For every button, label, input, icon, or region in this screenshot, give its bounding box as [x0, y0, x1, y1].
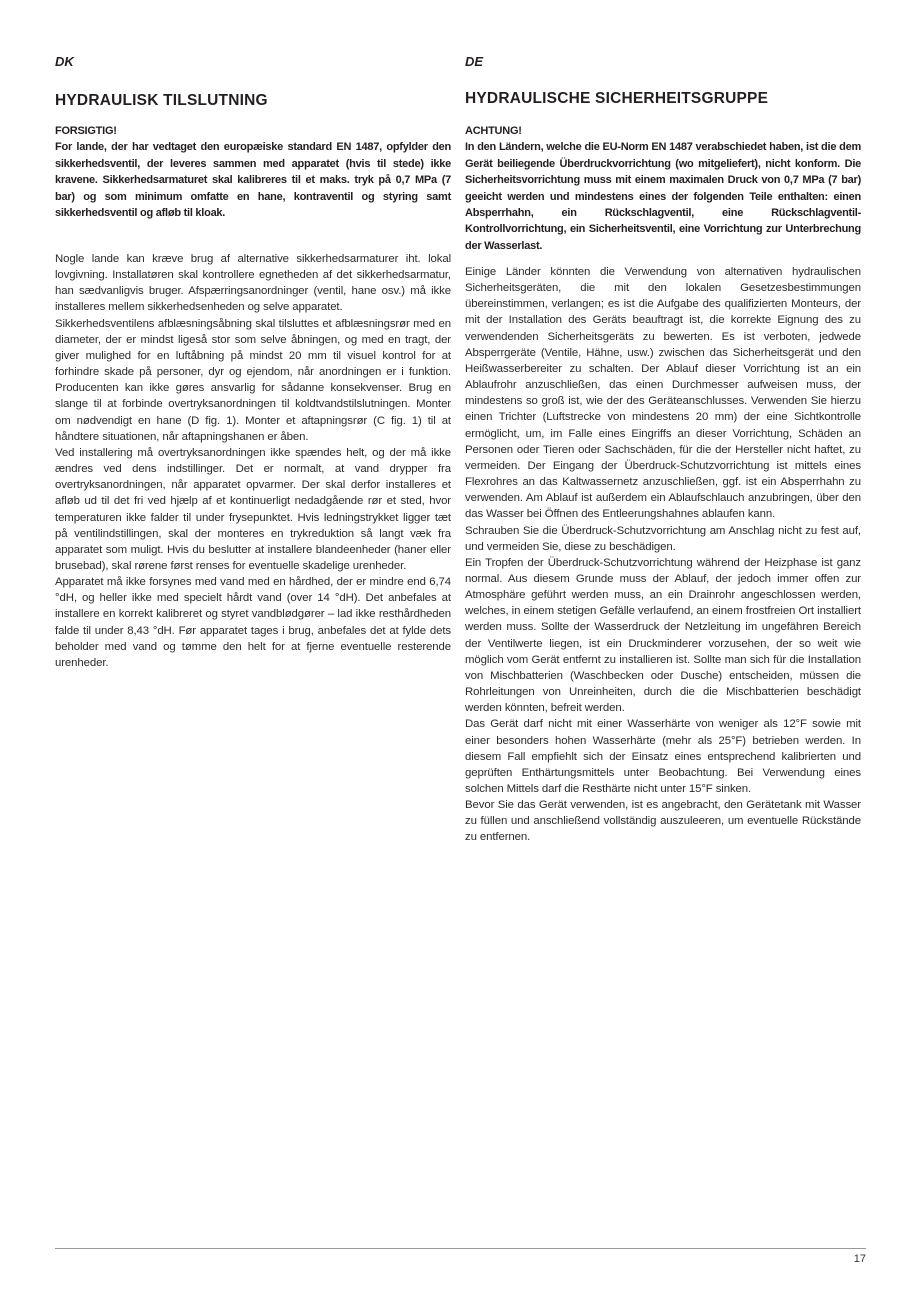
language-label: DE: [465, 54, 484, 69]
section-title: HYDRAULISK TILSLUTNING: [55, 92, 268, 109]
paragraph: Ein Tropfen der Überdruck-Schutzvorrichtung während der Heizphase ist ganz normal. Aus diesem Grunde muss der Ablauf, der jedoch immer offen zur Atmosphäre geführt werden muss, an ein Drainrohr angeschlossen werden, welches, in einem stetigen Gefälle verlaufend, an einem frostfreien Ort installiert werden muss. Sollte der Wasserdruck der Netzleitung im ungefähren Bereich der Ventilwerte liegen, ist ein Druckminderer vorzusehen, der so weit wie möglich vom Gerät entfernt zu installieren ist. Sollte man sich für die Installation von Mischbatterien (Waschbecken oder Dusche) entscheiden, müssen die Rohrleitungen von Unreinheiten, durch die die Mischbatterien beschädigt werden könnten, befreit werden.: [465, 556, 861, 715]
paragraph: Schrauben Sie die Überdruck-Schutzvorrichtung am Anschlag nicht zu fest auf, und vermeiden Sie, diese zu beschädigen.: [465, 524, 861, 553]
warning-text: For lande, der har vedtaget den europæiske standard EN 1487, opfylder den sikkerhedsventil, der leveres sammen med apparatet (hvis til stede) ikke kravene. Sikkerhedsarmaturet skal kalibreres til et maks. tryk på 0,7 MPa (7 bar) og som minimum omfatte en hane, kontraventil og styring samt sikkerhedsventil og afløb til kloak.: [55, 141, 451, 220]
paragraph: Bevor Sie das Gerät verwenden, ist es angebracht, den Gerätetank mit Wasser zu füllen und anschließend vollständig auszuleeren, um eventuelle Rückstände zu entfernen.: [465, 799, 861, 844]
warning-block: [55, 123, 451, 221]
warning-label: FORSIGTIG!: [55, 125, 117, 137]
page-number: 17: [853, 1253, 866, 1265]
section-title: HYDRAULISCHE SICHERHEITSGRUPPE: [465, 90, 769, 107]
warning-label: ACHTUNG!: [465, 125, 522, 137]
warning-block: [465, 123, 861, 254]
paragraph: Sikkerhedsventilens afblæsningsåbning skal tilsluttes et afblæsningsrør med en diameter, der er mindst ligeså stor som selve åbningen, og med en tragt, der giver mulighed for en luftåbning på mindst 20 mm til visuel kontrol for at forhindre skade på personer, dyr og ejendom, når anordningen er i funktion. Producenten kan ikke gøres ansvarlig for sådanne konsekvenser. Brug en slange til at forbinde overtryksanordningen til koldtvandstilslutningen. Monter om nødvendigt en hane (D fig. 1). Monter et aftapningsrør (C fig. 1) til at håndtere situationen, når aftapningshanen er åben.: [55, 317, 451, 443]
warning-text: In den Ländern, welche die EU-Norm EN 1487 verabschiedet haben, ist die dem Gerät beiliegende Überdruckvorrichtung (wo mitgeliefert), nicht konform. Die Sicherheitsvorrichtung muss mit einem maximalen Druck von 0,7 MPa (7 bar) geeicht werden und mindestens eines der folgenden Teile enthalten: einen Absperrhahn, ein Rückschlagventil, eine Rückschlagventil-Kontrollvorrichtung, ein Sicherheitsventil, eine Vorrichtung zur Unterbrechung der Wasserlast.: [465, 141, 861, 252]
language-label: DK: [55, 54, 74, 69]
paragraph: Das Gerät darf nicht mit einer Wasserhärte von weniger als 12°F sowie mit einer besonders hohen Wasserhärte (mehr als 25°F) betrieben werden. In diesem Fall empfiehlt sich der Einsatz eines entsprechend kalibrierten und geprüften Enthärtungsmittels unter Beobachtung. Bei Verwendung eines solchen Mittels darf die Resthärte nicht unter 15°F sinken.: [465, 718, 861, 795]
body-text: [465, 264, 861, 846]
footer-divider: [55, 1248, 866, 1249]
body-text: [55, 251, 451, 671]
paragraph: Einige Länder könnten die Verwendung von alternativen hydraulischen Sicherheitsgeräten, die mit den lokalen Gesetzesbestimmungen übereinstimmen, verlangen; es ist die Aufgabe des qualifizierten Monteurs, der mit der Installation des Geräts beauftragt ist, die korrekte Eignung des zu verwendenden Sicherheitsgeräts zu bewerten. Es ist verboten, jedwede Absperrgeräte (Ventile, Hähne, usw.) zwischen das Sicherheitsgerät und den Heißwasserbereiter zu schalten. Der Ablauf dieser Vorrichtung ist an ein Ablaufrohr anzuschließen, das einen Durchmesser aufweisen muss, der mindestens so groß ist, wie der des Geräteanschlusses. Verwenden Sie hierzu einen Trichter (Luftstrecke von mindestens 20 mm) der eine Sichtkontrolle ermöglicht, um, im Falle eines Eingriffs an dieser Vorrichtung, Schäden an Personen oder Tieren oder Sachschäden, für die der Hersteller nicht haftet, zu vermeiden. Der Eingang der Überdruck-Schutzvorrichtung ist mittels eines Flexrohres an das Kaltwassernetz anzuschließen, ggf. ist ein Absperrhahn zu verwenden. Am Ablauf ist außerdem ein Ablaufschlauch anzubringen, über den das Wasser bei Öffnen des Entleerungshahnes ablaufen kann.: [465, 266, 861, 521]
paragraph: Apparatet må ikke forsynes med vand med en hårdhed, der er mindre end 6,74 °dH, og heller ikke med specielt hårdt vand (over 14 °dH). Det anbefales at installere en korrekt kalibreret og styret vandblødgører – lad ikke resthårdheden falde til under 8,43 °dH. Før apparatet tages i brug, anbefales det at fylde dets beholder med vand og tømme den helt for at fjerne eventuelle resterende urenheder.: [55, 576, 451, 669]
paragraph: Ved installering må overtryksanordningen ikke spændes helt, og der må ikke ændres ved dens indstillinger. Det er normalt, at vand drypper fra overtryksanordningen, når apparatet opvarmer. Der skal derfor installeres et afløb ud til det fri ved hjælp af et kontinuerligt nedadgående rør et sted, hvor temperaturen ikke falder til under frysepunktet. Hvis ledningstrykket ligger tæt på ventilindstillingen, skal der monteres en trykreduktion så langt væk fra apparatet som muligt. Hvis du beslutter at installere blandeenheder (haner eller brusebad), skal rørene først renses for eventuelle skadelige urenheder.: [55, 446, 451, 572]
paragraph: Nogle lande kan kræve brug af alternative sikkerhedsarmaturer iht. lokal lovgivning. Installatøren skal kontrollere egnetheden af det sikkerhedsarmatur, han sædvanligvis bruger. Afspærringsanordninger (ventil, hane osv.) må ikke installeres mellem sikkerhedsenheden og selve apparatet.: [55, 253, 451, 314]
